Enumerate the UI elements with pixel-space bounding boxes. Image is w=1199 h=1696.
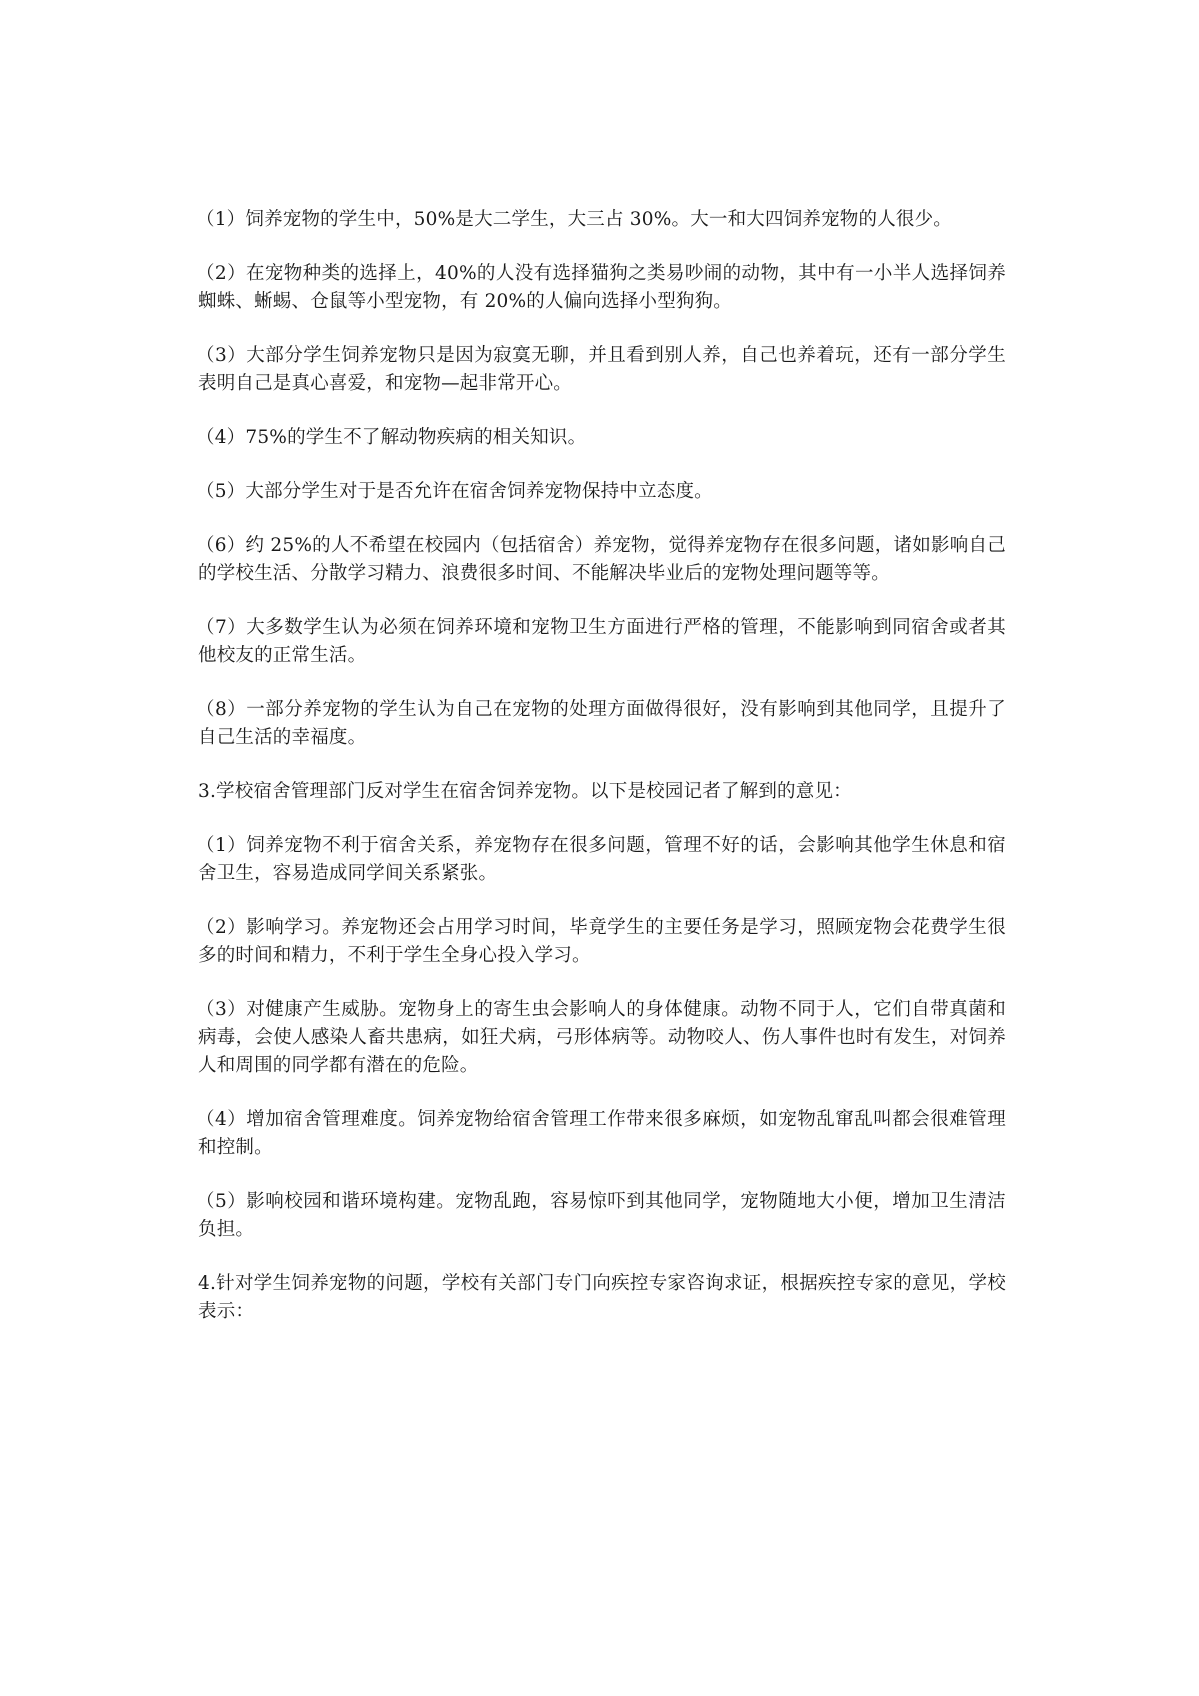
survey-finding-2: （2）在宠物种类的选择上，40%的人没有选择猫狗之类易吵闹的动物，其中有一小半人选择饲养蜘蛛、蜥蜴、仓鼠等小型宠物，有 20%的人偏向选择小型狗狗。 [196, 263, 1006, 312]
opinion-2: （2）影响学习。养宠物还会占用学习时间，毕竟学生的主要任务是学习，照顾宠物会花费学生很多的时间和精力，不利于学生全身心投入学习。 [196, 917, 1006, 966]
survey-finding-1: （1）饲养宠物的学生中，50%是大二学生，大三占 30%。大一和大四饲养宠物的人很少。 [196, 209, 952, 230]
survey-finding-3: （3）大部分学生饲养宠物只是因为寂寞无聊，并且看到别人养，自己也养着玩，还有一部分学生表明自己是真心喜爱，和宠物—起非常开心。 [196, 345, 1006, 394]
survey-finding-8: （8）一部分养宠物的学生认为自己在宠物的处理方面做得很好，没有影响到其他同学，且提升了自己生活的幸福度。 [196, 699, 1006, 748]
survey-finding-6: （6）约 25%的人不希望在校园内（包括宿舍）养宠物，觉得养宠物存在很多问题，诸如影响自己的学校生活、分散学习精力、浪费很多时间、不能解决毕业后的宠物处理问题等等。 [196, 535, 1006, 584]
document-body [198, 206, 1006, 1352]
opinion-1: （1）饲养宠物不利于宿舍关系，养宠物存在很多问题，管理不好的话，会影响其他学生休息和宿舍卫生，容易造成同学间关系紧张。 [196, 835, 1006, 884]
survey-finding-7: （7）大多数学生认为必须在饲养环境和宠物卫生方面进行严格的管理，不能影响到同宿舍或者其他校友的正常生活。 [196, 617, 1006, 666]
survey-finding-4: （4）75%的学生不了解动物疾病的相关知识。 [196, 427, 587, 448]
opinion-4: （4）增加宿舍管理难度。饲养宠物给宿舍管理工作带来很多麻烦，如宠物乱窜乱叫都会很难管理和控制。 [196, 1109, 1006, 1158]
section-3-heading: 3.学校宿舍管理部门反对学生在宿舍饲养宠物。以下是校园记者了解到的意见： [198, 781, 852, 802]
opinion-3: （3）对健康产生威胁。宠物身上的寄生虫会影响人的身体健康。动物不同于人，它们自带真菌和病毒，会使人感染人畜共患病，如狂犬病，弓形体病等。动物咬人、伤人事件也时有发生，对饲养人和周围的同学都有潜在的危险。 [196, 999, 1006, 1076]
survey-finding-5: （5）大部分学生对于是否允许在宿舍饲养宠物保持中立态度。 [196, 481, 713, 502]
section-4-heading: 4.针对学生饲养宠物的问题，学校有关部门专门向疾控专家咨询求证，根据疾控专家的意见，学校表示： [198, 1273, 1006, 1322]
opinion-5: （5）影响校园和谐环境构建。宠物乱跑，容易惊吓到其他同学，宠物随地大小便，增加卫生清洁负担。 [196, 1191, 1006, 1240]
